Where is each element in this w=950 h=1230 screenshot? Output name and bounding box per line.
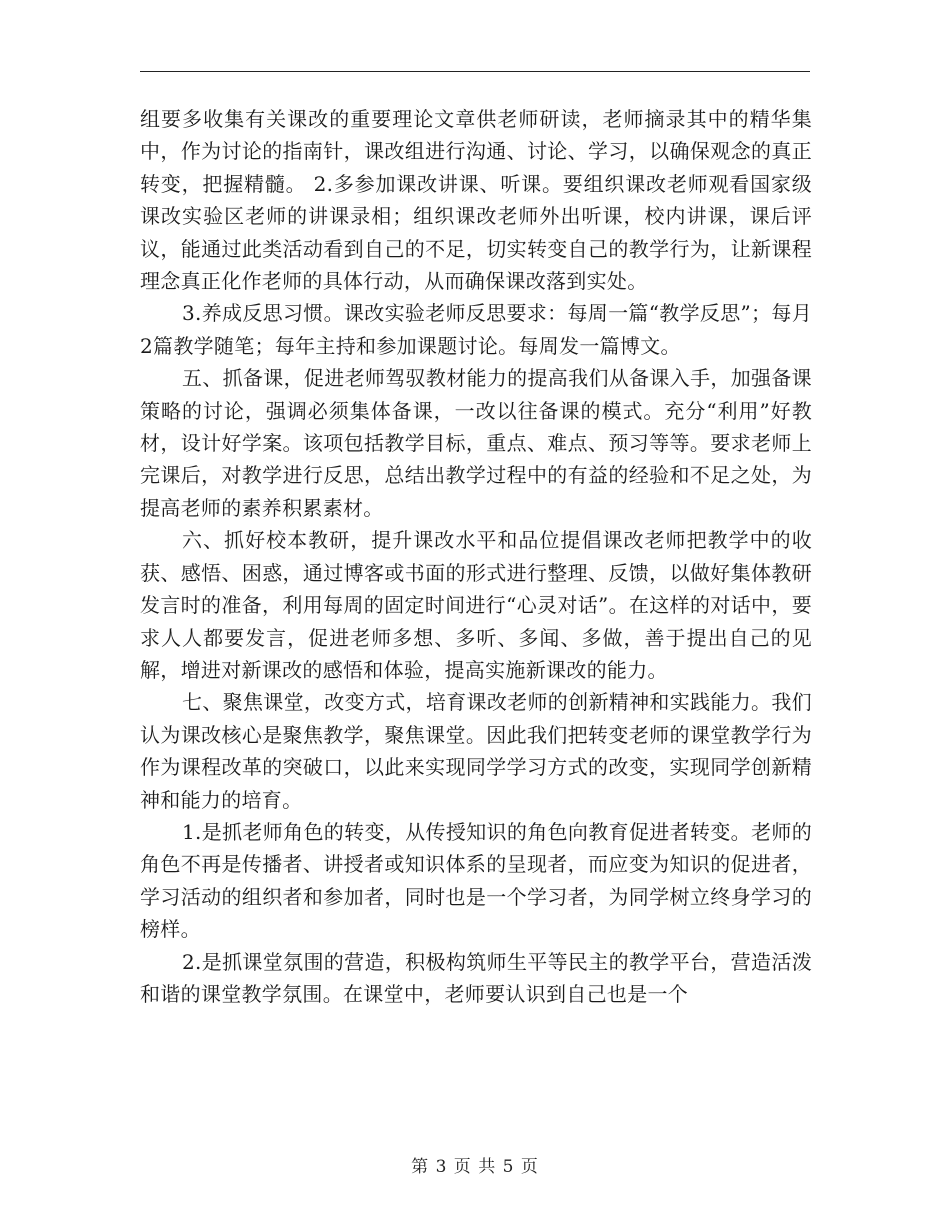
paragraph-item-two: 2.是抓课堂氛围的营造，积极构筑师生平等民主的教学平台，营造活泼和谐的课堂教学氛围。在课堂中，老师要认识到自己也是一个 [140,949,812,1006]
paragraph-continuation: 组要多收集有关课改的重要理论文章供老师研读，老师摘录其中的精华集中，作为讨论的指南针，课改组进行沟通、讨论、学习，以确保观念的真正转变，把握精髓。 2.多参加课改讲课、听课。要组织课改老师观看国家级课改实验区老师的讲课录相；组织课改老师外出听课，校内讲课，课后评议，能通过此类活动看到自己的不足，切实转变自己的教学行为，让新课程理念真正化作老师的具体行动，从而确保课改落到实处。 [140,107,812,294]
paragraph-item-one: 1.是抓老师角色的转变，从传授知识的角色向教育促进者转变。老师的角色不再是传播者、讲授者或知识体系的呈现者，而应变为知识的促进者，学习活动的组织者和参加者，同时也是一个学习者，为同学树立终身学习的榜样。 [140,819,812,942]
paragraph-section-five: 五、抓备课，促进老师驾驭教材能力的提高我们从备课入手，加强备课策略的讨论，强调必须集体备课，一改以往备课的模式。充分“利用”好教材，设计好学案。该项包括教学目标，重点、难点、预习等等。要求老师上完课后，对教学进行反思，总结出教学过程中的有益的经验和不足之处，为提高老师的素养积累素材。 [140,366,812,520]
paragraph-reflection-habit: 3.养成反思习惯。课改实验老师反思要求：每周一篇“教学反思”；每月2篇教学随笔；每年主持和参加课题讨论。每周发一篇博文。 [140,301,812,358]
paragraph-section-six: 六、抓好校本教研，提升课改水平和品位提倡课改老师把教学中的收获、感悟、困惑，通过博客或书面的形式进行整理、反馈，以做好集体教研发言时的准备，利用每周的固定时间进行“心灵对话”。在这样的对话中，要求人人都要发言，促进老师多想、多听、多闻、多做，善于提出自己的见解，增进对新课改的感悟和体验，提高实施新课改的能力。 [140,528,812,682]
paragraph-section-seven: 七、聚焦课堂，改变方式，培育课改老师的创新精神和实践能力。我们认为课改核心是聚焦教学，聚焦课堂。因此我们把转变老师的课堂教学行为作为课程改革的突破口，以此来实现同学学习方式的改变，实现同学创新精神和能力的培育。 [140,690,812,812]
document-body [140,103,812,1010]
header-rule [140,71,810,72]
page-number-footer: 第 3 页 共 5 页 [411,1157,539,1177]
